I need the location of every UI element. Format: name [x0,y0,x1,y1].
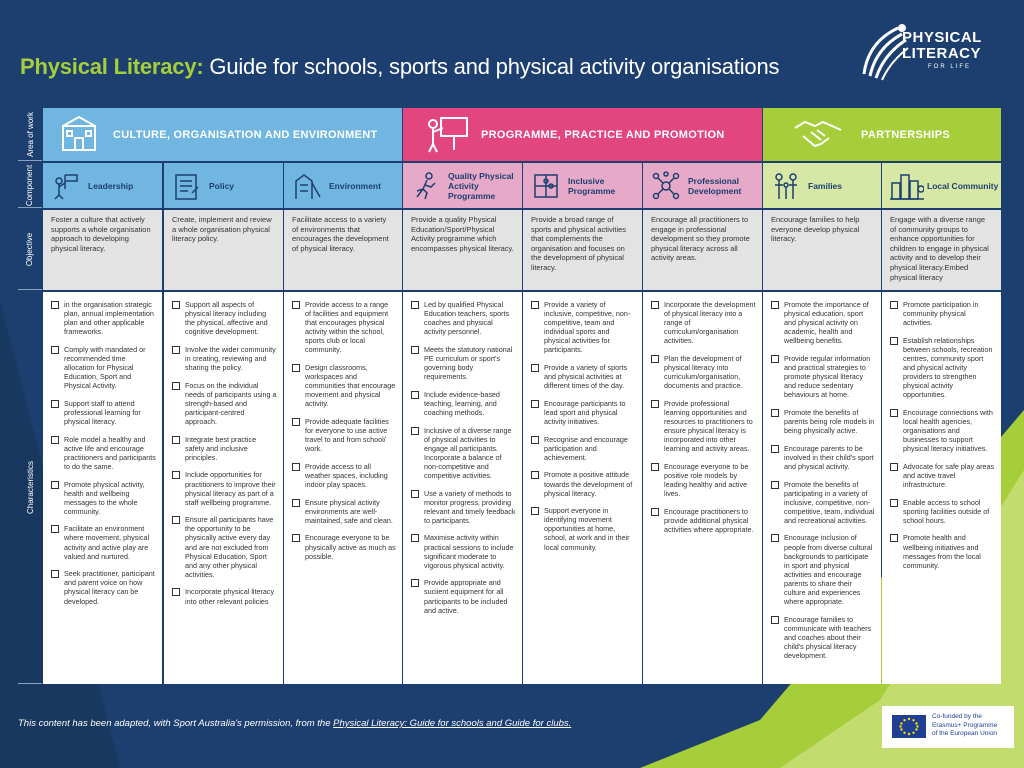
checkbox[interactable] [890,463,898,471]
checkbox[interactable] [172,382,180,390]
checkbox[interactable] [531,400,539,408]
checklist-item-text: Provide adequate facilities for everyone to use active travel to and from school/ work. [305,417,389,454]
title-rest: Guide for schools, sports and physical activity organisations [203,54,780,79]
checklist-item [890,336,995,400]
checklist-item-text: Maximise activity within practical sessions to include significant moderate to vigorous physical activity. [424,533,514,570]
component-local-community [882,163,1001,208]
checklist-item-text: Support everyone in identifying movement opportunities at home, school, at work and in their local community. [544,506,630,552]
checkbox[interactable] [172,588,180,596]
checkbox[interactable] [890,409,898,417]
checkbox[interactable] [771,409,779,417]
checklist-item [172,470,277,506]
component-label: Environment [329,180,381,191]
checklist-item-text: Led by qualified Physical Education teachers, sports coaches and physical activity personnel. [424,300,510,337]
checklist [890,300,995,570]
checkbox[interactable] [771,445,779,453]
component-quality-programme [403,163,522,208]
checklist-item-text: Ensure all participants have the opportunity to be physically active every day and are not excluded from Physical Education, Sport and any other physical activities. [185,515,274,579]
checklist-item [771,480,875,525]
checklist-item [411,300,516,336]
characteristics-environment [284,292,402,684]
checklist-item-text: Promote the importance of physical education, sport and physical activity on academic, health and wellbeing benefits. [784,300,869,346]
checklist-item-text: Provide a variety of inclusive, competitive, non-competitive, team and individual sports and physical activities for participants. [544,300,631,355]
checklist-item-text: Use a variety of methods to monitor progress, providing relevant and timely feedback to participants. [424,488,516,525]
checklist-item [172,300,277,336]
checklist-item [411,489,516,525]
checklist-item-text: Provide a variety of sports and physical activities at different times of the day. [544,363,628,391]
checklist-item-text: Promote participation in community physical activities. [903,300,979,328]
objective-cell: Foster a culture that actively supports a whole organisation approach to developing physical literacy. [43,210,162,290]
checklist-item-text: Provide regular information and practical strategies to promote physical literacy and reduce sedentary behaviours at home. [784,353,871,400]
component-label: Policy [209,180,235,191]
checklist-item [531,435,636,462]
characteristics-quality-programme [403,292,522,684]
flag-person-icon [51,171,81,201]
checklist-item [411,533,516,569]
component-environment [284,163,402,208]
checklist-item-text: Incorporate the development of physical literacy into a range of curriculum/organisation activities. [664,300,756,346]
characteristics-policy [164,292,283,684]
checklist-item-text: Promote a positive attitude towards the development of physical literacy. [544,470,633,498]
component-families [763,163,881,208]
checklist-item [411,345,516,381]
checkbox[interactable] [651,508,659,516]
network-icon [651,171,681,201]
objective-cell: Facilitate access to a variety of environments that encourages the development of physical literacy. [284,210,402,290]
checklist-item [771,444,875,471]
checkbox[interactable] [531,471,539,479]
checklist-item [51,569,156,605]
checklist-item [531,363,636,390]
footer-text: This content has been adapted, with Sport Australia's permission, from the [18,718,334,729]
checkbox[interactable] [771,616,779,624]
checklist [531,300,636,552]
checklist-item-text: Encourage everyone to be positive role models by leading healthy and active lives. [664,461,749,499]
checkbox[interactable] [531,301,539,309]
checklist-item [292,300,396,355]
checklist-item [51,300,156,336]
checklist-item-text: Seek practitioner, participant and parent voice on how physical literacy can be developed. [64,569,155,606]
checklist-item-text: Encourage everyone to be physically active as much as possible. [305,533,396,561]
checklist-item-text: Meets the statutory national PE curriculum or sport's governing body requirements. [424,344,513,382]
checkbox[interactable] [531,436,539,444]
checklist-item-text: Provide appropriate and suciient equipment for all participants to be included and active. [424,578,508,615]
characteristics-inclusive-programme [523,292,642,684]
checkbox[interactable] [651,463,659,471]
checkbox[interactable] [51,481,59,489]
checklist-item-text: Encourage parents to be involved in their child's sport and physical activity. [784,443,874,471]
checklist-item-text: Promote health and wellbeing initiatives and messages from the local community. [903,533,981,570]
checklist-item-text: Support all aspects of physical literacy including the physical, affective and cognitive development. [185,300,268,337]
logo-line-1: PHYSICAL [902,29,982,46]
component-label: Local Community [927,180,999,191]
component-policy [164,163,283,208]
checklist-item [292,417,396,453]
policy-document-icon [172,171,202,201]
checkbox[interactable] [890,301,898,309]
area-programme [403,108,762,161]
checklist-item [651,507,756,534]
checklist-item [292,533,396,560]
checkbox[interactable] [531,364,539,372]
checklist [411,300,516,615]
checkbox[interactable] [411,301,419,309]
checklist-item [411,578,516,614]
row-label-characteristics: Characteristics [18,292,42,684]
row-label-area: Area of work [18,108,42,161]
checkbox[interactable] [411,534,419,542]
checkbox[interactable] [651,355,659,363]
checkbox[interactable] [51,301,59,309]
objective-cell: Encourage families to help everyone develop physical literacy. [763,210,881,290]
checklist [172,300,277,606]
checklist-item-text: Incorporate physical literacy into other relevant policies [185,587,275,606]
checklist-item-text: Provide access to a range of facilities and equipment that encourages physical activity within the school, sports club or local community. [305,300,389,355]
component-label: Inclusive Programme [568,175,616,196]
footer-source-link[interactable]: Physical Literacy: Guide for schools and Guide for clubs. [333,718,572,729]
checkbox[interactable] [172,516,180,524]
checklist-item-text: Integrate best practice safety and inclusive principles. [185,434,257,462]
component-label: Quality Physical Activity Programme [448,170,514,201]
checklist-item-text: Involve the wider community in creating, reviewing and sharing the policy. [185,344,276,373]
checkbox[interactable] [292,499,300,507]
checklist-item [531,470,636,497]
running-person-icon [411,171,441,201]
checkbox[interactable] [771,355,779,363]
checklist-item-text: Encourage participants to lead sport and physical activity initiatives. [544,398,626,427]
city-icon [890,171,924,201]
component-label: Families [808,180,843,191]
component-label: Leadership [88,180,134,191]
checklist-item-text: Include evidence-based teaching, learning, and coaching methods. [424,389,500,417]
checklist-item [531,506,636,551]
checklist-item-text: Support staff to attend professional learning for physical literacy. [64,398,141,427]
checklist-item-text: Focus on the individual needs of participants using a strength-based and participant-centred approach. [185,380,277,427]
checklist [51,300,156,606]
checkbox[interactable] [411,490,419,498]
component-label: Professional Development [688,175,742,196]
playground-icon [292,171,322,201]
checklist-item [51,524,156,560]
area-partnerships [763,108,1001,161]
checklist-item [51,345,156,390]
checklist-item [651,462,756,498]
page-title [20,54,779,80]
school-building-icon [59,114,99,154]
checklist-item [411,390,516,417]
eu-funding-badge [882,706,1014,748]
checklist-item [292,462,396,489]
area-label: PARTNERSHIPS [861,128,950,141]
checklist-item-text: Design classrooms, workspaces and communities that encourage movement and physical activity. [305,363,396,409]
footer-note [18,718,571,729]
checklist-item-text: Plan the development of physical literacy into curriculum/organisation, documents and practice. [664,353,743,391]
checkbox[interactable] [890,337,898,345]
checklist-item-text: Advocate for safe play areas and active travel infrastructure. [903,461,995,490]
component-professional-development [643,163,762,208]
checkbox[interactable] [771,301,779,309]
objective-cell: Provide a broad range of sports and physical activities that complements the organisation and focuses on the development of physical literacy. [523,210,642,290]
logo-subtitle: FOR LIFE [928,64,972,70]
objective-cell: Engage with a diverse range of community groups to enhance opportunities for children to engage in physical activity and to develop their physical literacy.Embed physical literacy [882,210,1001,290]
checklist-item [531,300,636,355]
eu-flag-icon [892,715,926,738]
area-label: PROGRAMME, PRACTICE AND PROMOTION [481,128,725,141]
checklist-item [651,354,756,390]
eu-line-1: Co-funded by the [932,713,982,720]
checklist-item-text: Inclusive of a diverse range of physical activities to engage all participants. Incorporate a balance of non-competitive and competitive activities. [424,425,512,480]
checkbox[interactable] [890,534,898,542]
component-inclusive-programme [523,163,642,208]
checklist-item [771,533,875,606]
checklist-item-text: Facilitate an environment where movement, physical activity and active play are valued and nurtured. [64,524,150,561]
objective-cell: Create, implement and review a whole organisation physical literacy policy. [164,210,283,290]
characteristics-leadership [43,292,162,684]
checklist-item [890,498,995,525]
teacher-board-icon [425,114,469,154]
family-icon [771,171,801,201]
checkbox[interactable] [292,463,300,471]
characteristics-families [763,292,881,684]
checkbox[interactable] [172,471,180,479]
checkbox[interactable] [51,346,59,354]
title-highlight: Physical Literacy: [20,54,204,79]
logo-line-2: LITERACY [902,45,981,62]
checklist-item-text: Promote physical activity, health and wellbeing messages to the whole community. [64,479,145,516]
checkbox[interactable] [292,418,300,426]
checklist-item [292,363,396,408]
checklist [771,300,875,660]
checkbox[interactable] [531,507,539,515]
checkbox[interactable] [292,534,300,542]
checklist-item-text: Promote the benefits of parents being role models in being physically active. [784,407,875,436]
checklist-item-text: Encourage practitioners to provide additional physical activities where appropriate. [664,506,754,534]
checklist-item [292,498,396,525]
puzzle-icon [531,171,561,201]
characteristics-local-community [882,292,1001,684]
checkbox[interactable] [51,436,59,444]
checklist-item-text: Include opportunities for practitioners to improve their physical literacy as part of a staff wellbeing programme. [185,470,276,507]
checkbox[interactable] [172,301,180,309]
physical-literacy-logo [858,22,1008,92]
checklist-item [771,354,875,399]
checklist-item [771,615,875,660]
checklist-item [890,462,995,489]
component-leadership [43,163,162,208]
checkbox[interactable] [51,525,59,533]
checklist-item-text: Encourage inclusion of people from diverse cultural backgrounds to participate in sport and physical activities and encourage parents to share their culture and experiences where appropriate. [784,533,873,607]
checklist-item-text: Provide access to all weather spaces, including indoor play spaces. [305,461,388,490]
checklist-item [172,587,277,605]
checklist-item [890,533,995,569]
eu-line-3: of the European Union [932,730,998,737]
checkbox[interactable] [51,400,59,408]
checklist-item-text: Role model a healthy and active life and encourage practitioners and participants to do the same. [64,434,156,471]
checklist-item-text: Ensure physical activity environments are well-maintained, safe and clean. [305,497,393,525]
checklist-item-text: Establish relationships between schools, recreation centres, community sport and physical activity providers to strengthen physical activity opportunities. [903,335,993,400]
checklist [292,300,396,561]
checkbox[interactable] [292,301,300,309]
handshake-icon [793,114,843,154]
checkbox[interactable] [411,427,419,435]
checklist-item [651,399,756,454]
checklist-item [172,345,277,372]
checkbox[interactable] [890,499,898,507]
checklist-item-text: Recognise and encourage participation and achievement. [544,434,628,462]
checkbox[interactable] [771,534,779,542]
checkbox[interactable] [411,579,419,587]
checklist-item-text: Promote the benefits of participating in a variety of inclusive, competitive, non-competitive, team, individual and recreational activities. [784,479,875,525]
checkbox[interactable] [411,346,419,354]
characteristics-professional-development [643,292,762,684]
checklist-item-text: Enable access to school sporting facilities outside of school hours. [903,497,990,525]
objective-cell: Encourage all practitioners to engage in professional development so they promote physical literacy across all activity areas. [643,210,762,290]
checklist-item-text: Encourage families to communicate with teachers and coaches about their child's physical literacy development. [784,614,872,661]
checklist-item [890,408,995,453]
checklist-item-text: Comply with mandated or recommended time allocation for Physical Education, Sport and Physical Activity. [64,344,146,391]
row-label-objective: Objective [18,210,42,290]
objective-cell: Provide a quality Physical Education/Sport/Physical Activity programme which encompasses physical literacy. [403,210,522,290]
checklist-item [172,515,277,579]
checklist [651,300,756,534]
checklist-item-text: Provide professional learning opportunities and resources to practitioners to ensure physical literacy is incorporated into other learning and activity areas. [664,398,753,454]
checkbox[interactable] [51,570,59,578]
area-label: CULTURE, ORGANISATION AND ENVIRONMENT [113,128,378,141]
checklist-item [51,480,156,516]
checklist-item [172,381,277,426]
checkbox[interactable] [651,400,659,408]
checkbox[interactable] [651,301,659,309]
checklist-item-text: in the organisation strategic plan, annual implementation plan and other applicable frameworks. [64,300,154,337]
checklist-item [172,435,277,462]
checklist-item [771,408,875,435]
area-culture [43,108,402,161]
checklist-item-text: Encourage connections with local health agencies, organisations and businesses to support physical literacy initiatives. [903,407,993,454]
checklist-item [411,426,516,481]
checklist-item [890,300,995,327]
checkbox[interactable] [411,391,419,399]
checkbox[interactable] [771,481,779,489]
checklist-item [51,435,156,471]
checklist-item [771,300,875,345]
row-label-component: Component [18,163,42,208]
checklist-item [531,399,636,426]
checkbox[interactable] [172,436,180,444]
checklist-item [651,300,756,345]
checkbox[interactable] [292,364,300,372]
checklist-item [51,399,156,426]
checkbox[interactable] [172,346,180,354]
eu-line-2: Erasmus+ Programme [932,721,998,729]
